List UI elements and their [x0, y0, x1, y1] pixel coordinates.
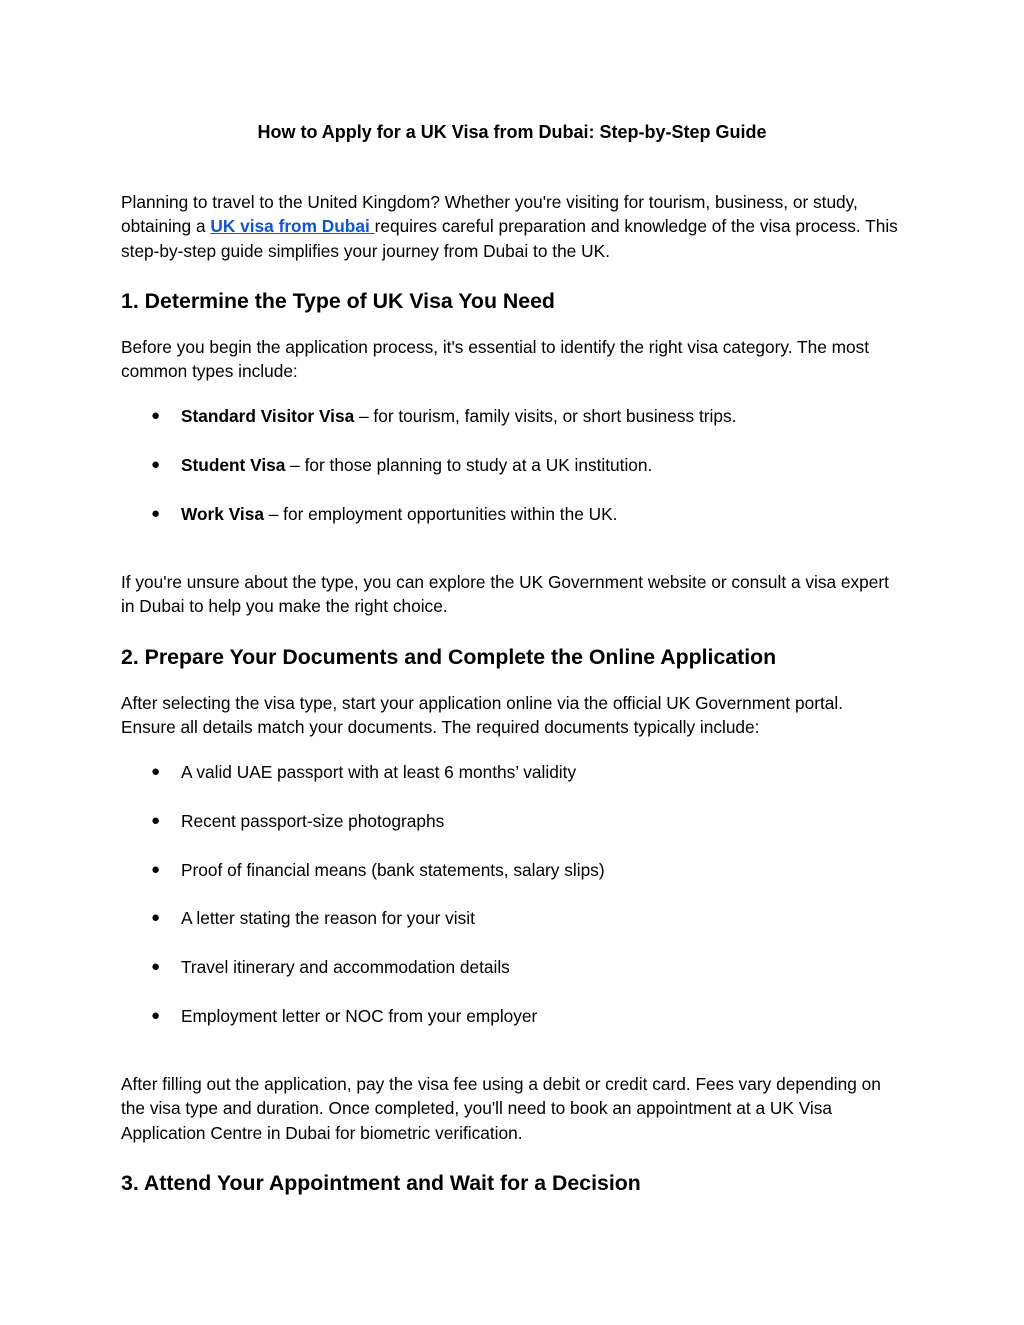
list-item: [121, 858, 901, 907]
document-title: How to Apply for a UK Visa from Dubai: Step-by-Step Guide: [257, 122, 767, 142]
intro-text-end: requires careful preparation and knowledge of the visa process. This step-by-step guide simplifies your journey from Dubai to the UK.: [121, 216, 898, 261]
document-item-text: Travel itinerary and accommodation details: [181, 957, 510, 978]
intro-text-start: Planning to travel to the United Kingdom? Whether you're visiting for tourism, business, or study, obtaining a: [121, 192, 858, 237]
section2-heading: 2. Prepare Your Documents and Complete the Online Application: [121, 645, 777, 669]
bullet-icon: ●: [151, 909, 161, 927]
visa-type-name: Standard Visitor Visa: [181, 406, 355, 426]
visa-type-name: Work Visa: [181, 503, 264, 524]
visa-type-description: – for employment opportunities within the UK.: [263, 503, 618, 524]
visa-type-description: – for those planning to study at a UK institution.: [285, 454, 653, 475]
bullet-icon: ●: [151, 1006, 161, 1024]
list-item: [121, 760, 901, 809]
documents-list: [121, 760, 901, 1053]
document-item-text: A letter stating the reason for your visit: [181, 908, 475, 929]
bullet-icon: ●: [151, 860, 161, 878]
bullet-icon: ●: [151, 455, 161, 473]
bullet-icon: ●: [151, 504, 161, 522]
section3-heading: 3. Attend Your Appointment and Wait for a Decision: [121, 1171, 641, 1195]
visa-type-description: – for tourism, family visits, or short business trips.: [354, 406, 737, 426]
document-item-text: Proof of financial means (bank statements, salary slips): [181, 859, 605, 880]
list-item: [121, 453, 901, 502]
section1-paragraph: Before you begin the application process, it's essential to identify the right visa category. The most common types include:: [121, 337, 870, 382]
bullet-icon: ●: [151, 407, 161, 424]
section1-closing-paragraph: If you're unsure about the type, you can explore the UK Government website or consult a visa expert in Dubai to help you make the right choice.: [121, 572, 889, 617]
section2-paragraph: After selecting the visa type, start your application online via the official UK Government portal. Ensure all details match your documents. The required documents typically include:: [121, 693, 844, 738]
visa-types-list: [121, 404, 901, 550]
list-item: [121, 809, 901, 858]
bullet-icon: ●: [151, 811, 161, 829]
intro-paragraph: [121, 190, 901, 263]
document-item-text: Recent passport-size photographs: [181, 810, 445, 831]
document-item-text: A valid UAE passport with at least 6 months’ validity: [181, 762, 577, 782]
bullet-icon: ●: [151, 763, 161, 780]
section2-closing-paragraph: After filling out the application, pay the visa fee using a debit or credit card. Fees vary depending on the visa type and duration. Once completed, you'll need to book an appointment at a UK Visa Application Centre in Dubai for biometric verification.: [121, 1074, 881, 1143]
list-item: [121, 502, 901, 551]
bullet-icon: ●: [151, 958, 161, 976]
list-item: [121, 404, 901, 453]
section1-heading: 1. Determine the Type of UK Visa You Need: [121, 289, 555, 313]
list-item: [121, 955, 901, 1004]
list-item: [121, 1004, 901, 1053]
list-item: [121, 906, 901, 955]
document-item-text: Employment letter or NOC from your employer: [181, 1005, 538, 1026]
visa-type-name: Student Visa: [181, 454, 286, 475]
uk-visa-link[interactable]: UK visa from Dubai: [210, 216, 375, 237]
